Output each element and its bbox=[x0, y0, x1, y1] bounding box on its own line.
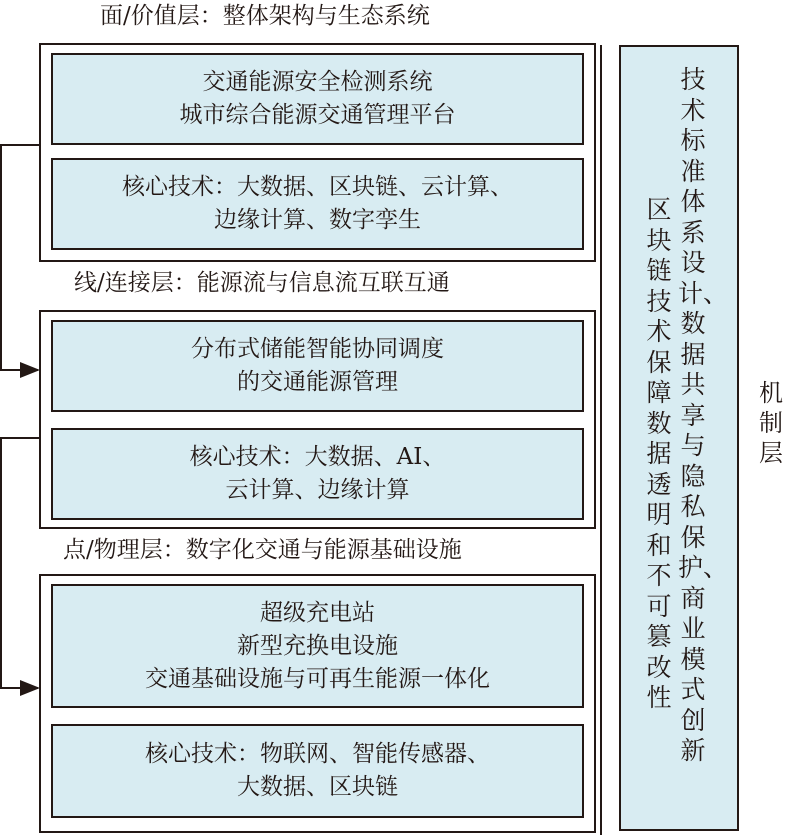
mechanism-panel bbox=[619, 45, 739, 831]
arrow-value-to-connection bbox=[1, 145, 39, 370]
connector-arrows bbox=[0, 0, 60, 836]
cell-connection-core-tech bbox=[51, 428, 584, 520]
cell-physical-infrastructure-text: 超级充电站 新型充换电设施 交通基础设施与可再生能源一体化 bbox=[145, 599, 490, 692]
layer-frame-connection bbox=[39, 310, 596, 529]
mechanism-column-standards: 技术标准体系设计、数据共享与隐私保护、商业模式创新 bbox=[678, 65, 729, 765]
cell-connection-scheduling bbox=[51, 320, 584, 412]
cell-physical-core-tech bbox=[51, 724, 584, 818]
cell-physical-core-tech-text: 核心技术：物联网、智能传感器、 大数据、区块链 bbox=[145, 741, 490, 800]
cell-value-systems bbox=[51, 53, 584, 145]
cell-value-core-tech bbox=[51, 158, 584, 250]
mechanism-layer-label: 机制层 bbox=[759, 379, 783, 467]
arrow-connection-to-physical bbox=[1, 438, 39, 688]
mechanism-column-blockchain: 区块链技术保障数据透明和不可篡改性 bbox=[646, 195, 672, 712]
layer-frame-value bbox=[39, 43, 596, 262]
cell-connection-core-tech-text: 核心技术：大数据、AI、 云计算、边缘计算 bbox=[189, 444, 446, 503]
layer-title-connection: 线/连接层：能源流与信息流互联互通 bbox=[74, 270, 450, 296]
cell-value-core-tech-text: 核心技术：大数据、区块链、云计算、 边缘计算、数字孪生 bbox=[122, 174, 513, 233]
cell-value-systems-text: 交通能源安全检测系统 城市综合能源交通管理平台 bbox=[179, 69, 456, 128]
cell-physical-infrastructure bbox=[51, 584, 584, 708]
layer-title-physical: 点/物理层：数字化交通与能源基础设施 bbox=[63, 537, 462, 563]
layer-frame-physical bbox=[39, 574, 596, 833]
mechanism-separator-line bbox=[600, 45, 602, 835]
layer-title-value: 面/价值层：整体架构与生态系统 bbox=[100, 3, 430, 29]
cell-connection-scheduling-text: 分布式储能智能协同调度 的交通能源管理 bbox=[191, 336, 444, 395]
